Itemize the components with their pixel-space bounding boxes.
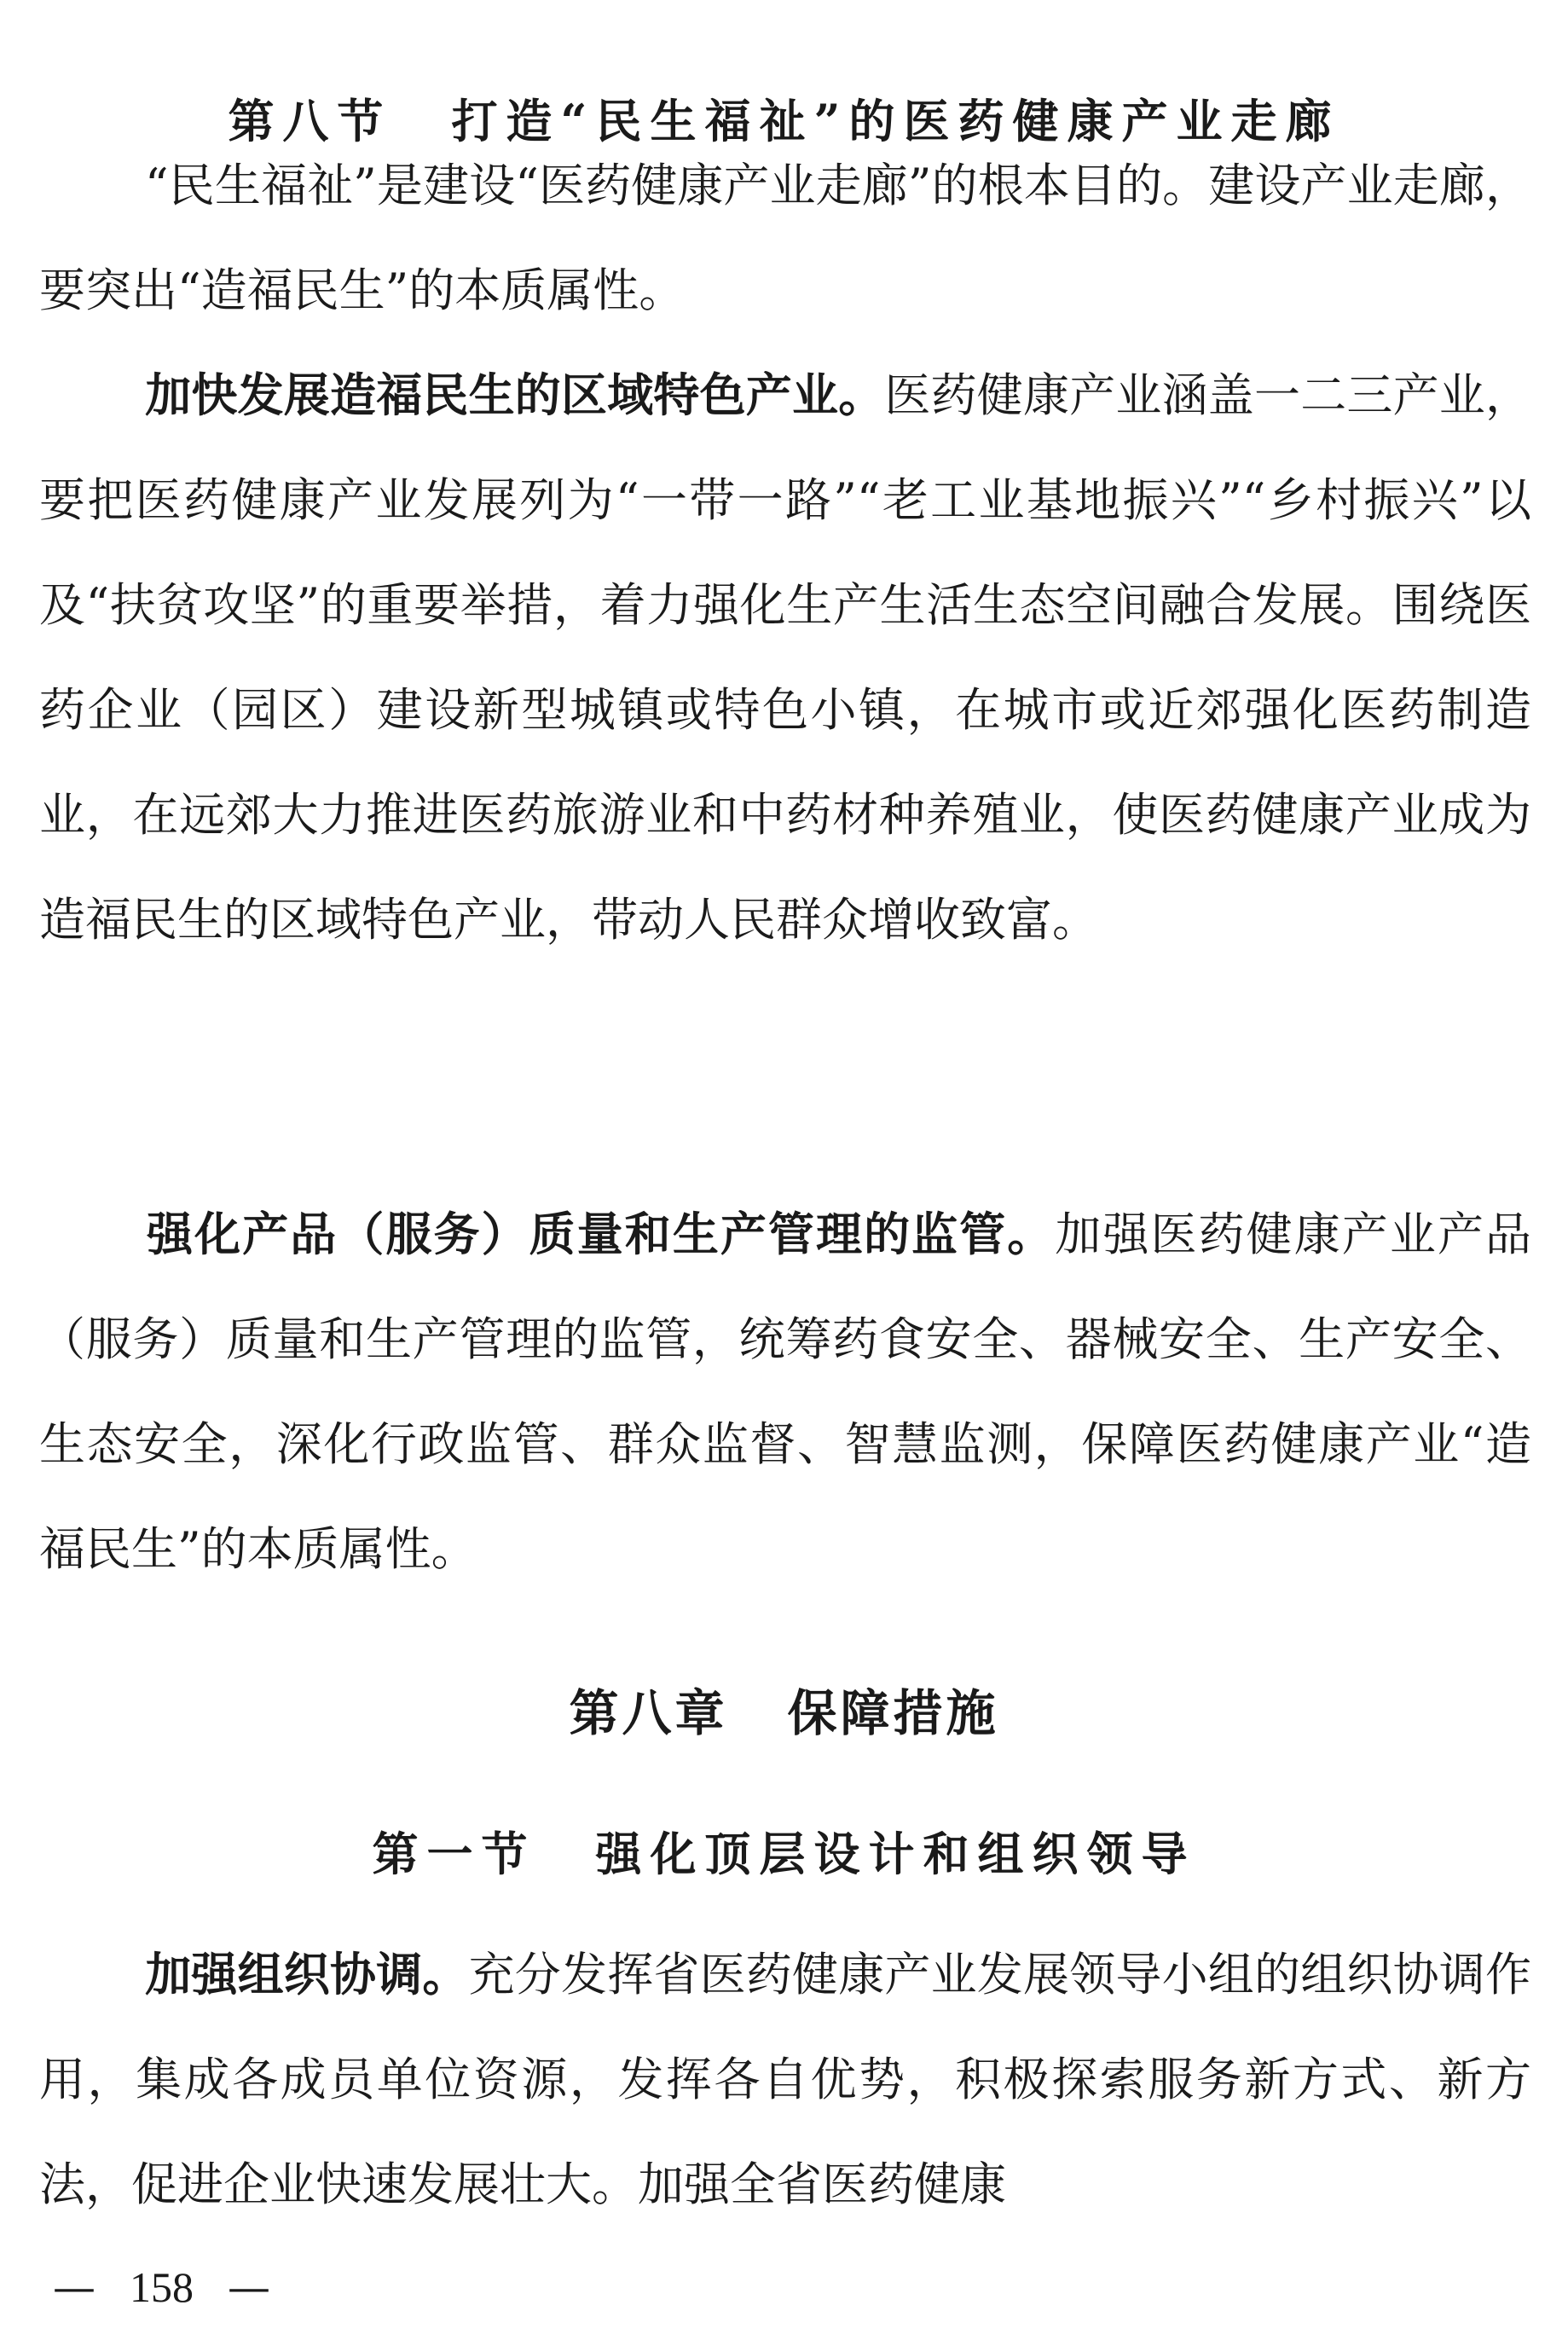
paragraph-lead: 加强组织协调。: [145, 1947, 469, 2001]
section-title: 打造“民生福祉”的医药健康产业走廊: [451, 94, 1340, 148]
paragraph-text: 充分发挥省医药健康产业发展领导小组的组织协调作用，集成各成员单位资源，发挥各自优势，积极探索服务新方式、新方法，促进企业快速发展壮大。加强全省医药健康: [39, 1948, 1532, 2211]
paragraph-text: 加强医药健康产业产品（服务）质量和生产管理的监管，统筹药食安全、器械安全、生产安全、生态安全，深化行政监管、群众监督、智慧监测，保障医药健康产业“造福民生”的本质属性。: [39, 1208, 1532, 1576]
chapter-label: 第八章: [569, 1684, 728, 1742]
section-label: 第一节: [372, 1827, 536, 1881]
section-heading-1: [0, 1818, 1568, 1884]
paragraph-1: [39, 133, 1531, 343]
paragraph-4: [39, 1922, 1531, 2237]
section-title: 强化顶层设计和组织领导: [595, 1827, 1196, 1881]
footer-dash-right: —: [228, 2262, 270, 2312]
paragraph-lead: 加快发展造福民生的区域特色产业。: [145, 368, 885, 422]
paragraph-text: “民生福祉”是建设“医药健康产业走廊”的根本目的。建设产业走廊，要突出“造福民生”的本质属性。: [39, 159, 1531, 317]
chapter-title: 保障措施: [787, 1684, 999, 1742]
page-number: 158: [130, 2263, 194, 2311]
chapter-heading-8: [0, 1673, 1568, 1745]
section-label: 第八节: [228, 94, 392, 148]
page-footer: [53, 2262, 270, 2312]
paragraph-2: [39, 343, 1531, 972]
paragraph-text: 医药健康产业涵盖一二三产业，要把医药健康产业发展列为“一带一路”“老工业基地振兴”“乡村振兴”以及“扶贫攻坚”的重要举措，着力强化生产生活生态空间融合发展。围绕医药企业（园区）建设新型城镇或特色小镇，在城市或近郊强化医药制造业，在远郊大力推进医药旅游业和中药材种养殖业，使医药健康产业成为造福民生的区域特色产业，带动人民群众增收致富。: [39, 368, 1532, 947]
footer-dash-left: —: [53, 2262, 95, 2312]
paragraph-3: [39, 1182, 1531, 1602]
paragraph-lead: 强化产品（服务）质量和生产管理的监管。: [145, 1207, 1056, 1261]
